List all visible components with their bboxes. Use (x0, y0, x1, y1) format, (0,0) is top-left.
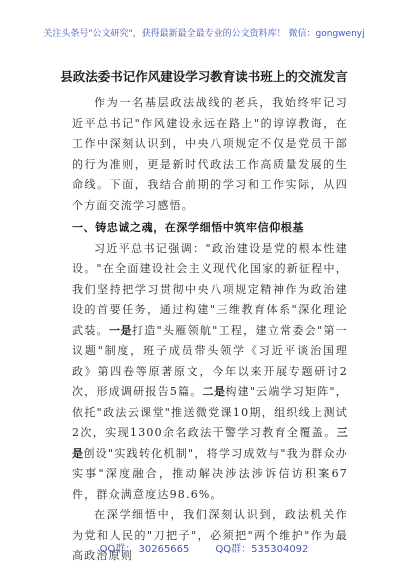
paragraph-section-1 (72, 239, 348, 506)
point-one-text: 打造"头雁领航"工程，建立常委会"第一议题"制度，班子成员带头领学《习近平谈治国理政》第四卷等原著原文，今年以来开展专题研讨2次，形成调研报告5篇。 (72, 323, 348, 398)
qq-group-1: QQ群： 30265665 (99, 544, 190, 555)
paragraph-continued: 在深学细悟中，我们深刻认识到，政法机关作为党和人民的"刀把子"，必须把"两个维护"作为最高政治原则 (72, 508, 348, 562)
point-three-text: 创设"实践转化机制"，将学习成效与"我为群众办实事"深度融合，推动解决涉法涉诉信访积案67件，群众满意度达98.6%。 (72, 446, 348, 501)
point-two-text: 构建"云端学习矩阵"，依托"政法云课堂"推送微党课10期，组织线上测试2次，实现1300余名政法干警学习教育全覆盖。 (72, 385, 348, 439)
point-two-marker: 二是 (202, 385, 226, 398)
document-title: 县政法委书记作风建设学习教育读书班上的交流发言 (60, 69, 348, 84)
point-one-marker: 一是 (108, 323, 132, 337)
paragraph-section-1-lead: 习近平总书记强调："政治建设是党的根本性建设。"在全面建设社会主义现代化国家的新征程中，我们坚持把学习贯彻中央八项规定精神作为政治建设的首要任务，通过构建"三维教育体系"深化理论武装。 (72, 241, 348, 337)
document-body (72, 93, 348, 567)
section-heading-1: 一、铸忠诚之魂，在深学细悟中筑牢信仰根基 (72, 221, 304, 234)
qq-group-2: QQ群：535304092 (215, 544, 309, 555)
paragraph-intro: 作为一名基层政法战线的老兵，我始终牢记习近平总书记"作风建设永远在路上"的谆谆教诲，在工作中深刻认识到，中央八项规定不仅是党员干部的行为准则，更是新时代政法工作高质量发展的生命线。下面，我结合前期的学习和工作实际，从四个方面交流学习感悟。 (72, 96, 348, 212)
point-three-marker: 三是 (72, 426, 348, 460)
footer-contacts (0, 540, 408, 555)
promo-banner: 关注头条号"公文研究"，获得最新最全最专业的公文资料库！ 微信：gongwenyj (43, 29, 365, 39)
